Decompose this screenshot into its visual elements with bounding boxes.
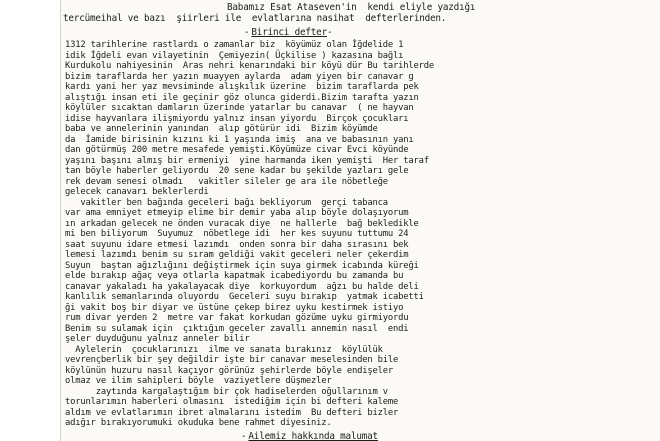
body-line: aldım ve evlatlarımın ibret almalarını istedim Bu defteri bizler (65, 407, 399, 418)
body-line: Kurdukolu nahiyesinin Aras nehri kenarındaki bir köyü dür Bu tarihlerde (65, 61, 434, 71)
body-line: var ama emniyet etmeyip elime bir demir yaba alıp böyle dolaşıyorum (65, 208, 409, 218)
body-line: dan götürmüş 200 metre mesafede yemişti.Köyümüze civar Evci köyünde (65, 145, 409, 155)
section-title-family-info: - Ailemiz hakkında malumat (241, 431, 378, 441)
body-line: bizim taraflarda her yazın muayyen aylarda adam yiyen bir canavar g (65, 71, 414, 82)
body-line: yaşını başını almış bir ermeniyi yine harmanda iken yemişti Her taraf (65, 155, 429, 166)
body-line: şeler duyduğunu yalnız anneler bilir (65, 334, 250, 344)
body-line: ği vakit boş bir diyar ve üstüne çekep birez uyku kestirmek istiyo (65, 302, 404, 313)
body-line: adığır bırakıyorumuki okuduka bene rahmet diyesiniz. (65, 418, 332, 428)
document-body (65, 40, 660, 429)
body-line: köylünün huzuru nasıl kaçıyor görünüz şehirlerde böyle endişeler (65, 365, 393, 376)
document-header-line-2: tercümeihal ve bazı şiirleri ile evlatlarına nasihat defterlerinden. (63, 13, 447, 24)
body-line: idise hayvanlara ilişmiyordu yalnız insan yiyordu Birçok çocukları (65, 113, 409, 124)
body-line: Suyun baştan ağızlığını değiştirmek için suya girmek icabında küreği (65, 260, 419, 271)
body-line: olmaz ve ilim sahipleri böyle vaziyetlere düşmezler (65, 376, 332, 386)
body-line: rek devam senesi olmadı vakitler sileler ge ara ile nöbetleğe (65, 176, 388, 187)
body-line: vevrençberlik bir şey değildir işte bir canavar meselesinden bile (65, 355, 399, 365)
body-line: zaytında kargalaştığım bir çok hadiselerden oğullarınım v (65, 386, 388, 397)
body-line: Aylelerin çocuklarınızı ilme ve sanata bırakınız köylülük (65, 344, 383, 355)
body-line: elde bırakıp ağaç veya otlarla kapatmak icabediyordu bu zamanda bu (65, 271, 404, 281)
body-line: köylüler sıcaktan damların üzerinde yatarlar bu canavar ( ne hayvan (65, 103, 414, 113)
body-line: kardı yani her yaz mevsiminde alışkılık üzerine bizim taraflarda pek (65, 82, 419, 92)
body-line: kanlılık semanlarında oluyordu Geceleri suyu bırakıp yatmak icabetti (65, 292, 424, 302)
body-line: canavar yakaladı ha yakalayacak diye korkuyordum ağzı bu halde deli (65, 281, 419, 292)
body-line: alıştığı insan eti ile geçinir göz olunca giderdi.Bizim tarafta yazın (65, 92, 419, 103)
body-line: lemesi lazımdı benim su sıram geldiği vakit geceleri neler çekerdim (65, 250, 409, 260)
body-line: idik İğdeli evan vilayetinin Çemiyezin( Üçkilise ) kazasına bağlı (65, 50, 404, 61)
typewritten-sheet (60, 0, 660, 441)
body-line: torunlarımın haberleri olmasını istediğim için bi defteri kaleme (65, 397, 399, 407)
body-line: ın arkadan gelecek ne önden vuracak diye ne hallerle bağ bekledikle (65, 218, 419, 229)
body-line: 1312 tarihlerine rastlardı o zamanlar biz köyümüz olan İğdelide 1 (65, 40, 404, 50)
body-line: rum divar yerden 2 metre var fakat korkudan gözüme uyku girmiyordu (65, 313, 409, 323)
document-header-line-1: Babamız Esat Ataseven'in kendi eliyle yazdığı (227, 2, 476, 13)
section-title-first-notebook: - Birinci defter- (244, 27, 333, 38)
body-line: Benim su sulamak için çıktığım geceler zavallı annemin nasıl endi (65, 323, 409, 334)
section-title-family-info-text: Ailemiz hakkında malumat (248, 431, 378, 441)
body-line: gelecek canavarı beklerlerdi (65, 187, 209, 197)
body-line: vakitler ben bağında geceleri bağı bekliyorum gerçi tabanca (65, 197, 388, 208)
body-line: da İamide birisinin kızını ki 1 yaşında imiş ana ve babasının yanı (65, 134, 414, 145)
body-line: baba ve annelerinin yanından alıp götürür idi Bizim köyümde (65, 124, 378, 134)
body-line: mi ben biliyorum Suyumuz nöbetlege idi her kes suyunu tuttumu 24 (65, 229, 409, 239)
body-line: saat suyunu idare etmesi lazımdı onden sonra bir daha sırasını bek (65, 239, 409, 250)
body-line: tan böyle haberler geliyordu 20 sene kadar bu şekilde yazları gele (65, 166, 409, 176)
section-title-first-notebook-text: Birinci defter (251, 27, 327, 38)
